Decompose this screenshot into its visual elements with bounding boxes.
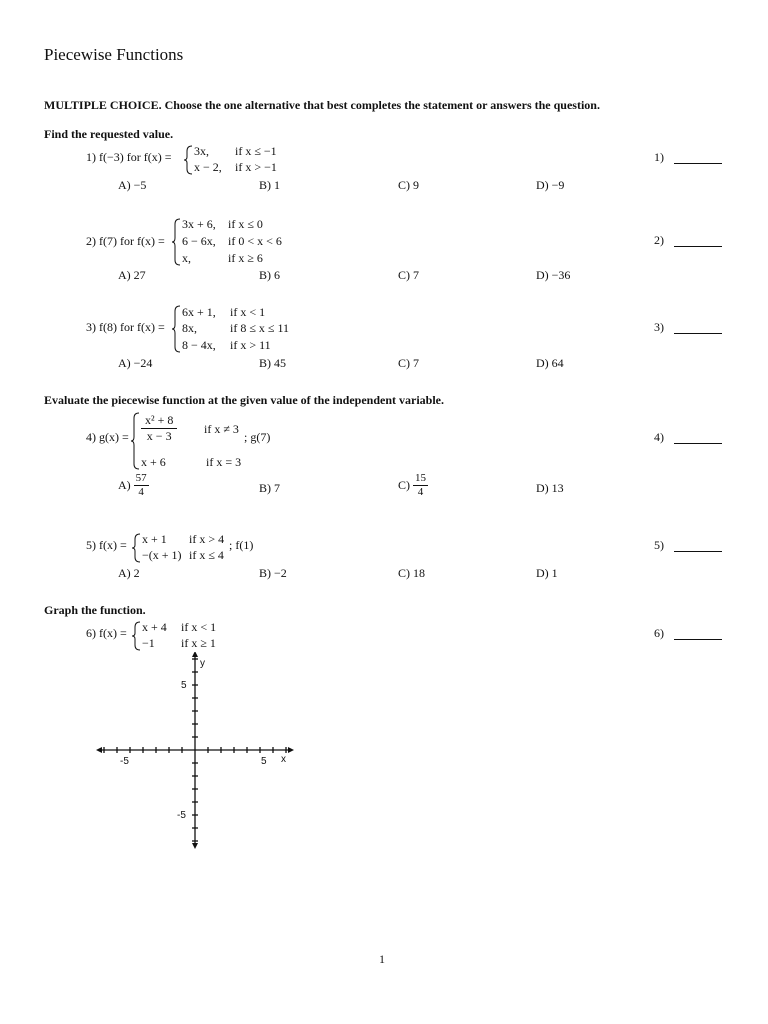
- q4-choice-c-numerator: 15: [415, 472, 426, 484]
- q3-answer-blank[interactable]: [674, 321, 722, 339]
- q5-choice-a[interactable]: A) 2: [118, 566, 140, 580]
- left-brace-icon: [132, 533, 142, 563]
- q2-piece-1-expr: 3x + 6,: [182, 217, 216, 231]
- q4-fraction-numerator: x² + 8: [141, 413, 177, 429]
- y-axis-label: y: [200, 658, 205, 669]
- q4-choice-a-label: A): [118, 478, 131, 492]
- left-brace-icon: [172, 305, 182, 353]
- q4-choice-a[interactable]: [118, 472, 149, 499]
- coordinate-grid[interactable]: [95, 652, 295, 852]
- q6-answer-label: 6): [654, 626, 664, 640]
- q5-tail: ; f(1): [229, 538, 254, 552]
- q1-choice-b[interactable]: B) 1: [259, 178, 280, 192]
- page-number: 1: [379, 952, 385, 966]
- q1-piece-1-cond: if x ≤ −1: [235, 144, 277, 158]
- q4-expr-2: x + 6: [141, 455, 166, 469]
- q4-choice-c-label: C): [398, 478, 410, 492]
- q3-answer-label: 3): [654, 320, 664, 334]
- q3-piece-2-expr: 8x,: [182, 321, 197, 335]
- q4-choice-a-numerator: 57: [135, 472, 147, 484]
- q5-lead: 5) f(x) =: [86, 538, 127, 552]
- q6-answer-blank[interactable]: [674, 627, 722, 645]
- y-tick-label-neg: -5: [177, 810, 186, 821]
- q5-answer-label: 5): [654, 538, 664, 552]
- q6-piece-2-cond: if x ≥ 1: [181, 636, 216, 650]
- q5-answer-blank[interactable]: [674, 539, 722, 557]
- q2-lead: 2) f(7) for f(x) =: [86, 234, 165, 248]
- q1-choice-d[interactable]: D) −9: [536, 178, 565, 192]
- left-brace-icon: [131, 412, 141, 470]
- q3-lead: 3) f(8) for f(x) =: [86, 320, 165, 334]
- q5-piece-2-expr: −(x + 1): [142, 548, 182, 562]
- q2-piece-1-cond: if x ≤ 0: [228, 217, 263, 231]
- y-axis-down-arrow-icon: [192, 843, 198, 849]
- y-tick-label-pos: 5: [181, 680, 187, 691]
- q1-answer-label: 1): [654, 150, 664, 164]
- q2-choice-c[interactable]: C) 7: [398, 268, 419, 282]
- q4-fraction-denominator: x − 3: [146, 429, 172, 443]
- q3-choice-c[interactable]: C) 7: [398, 356, 419, 370]
- q5-choice-d[interactable]: D) 1: [536, 566, 558, 580]
- q3-piece-2-cond: if 8 ≤ x ≤ 11: [230, 321, 290, 335]
- section-heading-evaluate: Evaluate the piecewise function at the given value of the independent variable.: [44, 393, 444, 407]
- q4-choice-d[interactable]: D) 13: [536, 481, 564, 495]
- q3-piece-3-cond: if x > 11: [230, 338, 271, 352]
- section-heading-graph: Graph the function.: [44, 603, 146, 617]
- q4-cond-1: if x ≠ 3: [204, 422, 239, 436]
- q5-choice-b[interactable]: B) −2: [259, 566, 287, 580]
- q5-choice-c[interactable]: C) 18: [398, 566, 425, 580]
- q6-lead: 6) f(x) =: [86, 626, 127, 640]
- q4-answer-blank[interactable]: [674, 431, 722, 449]
- x-axis-label: x: [281, 754, 286, 765]
- q2-piece-3-expr: x,: [182, 251, 191, 265]
- x-tick-label-pos: 5: [261, 756, 267, 767]
- left-brace-icon: [172, 218, 182, 266]
- instructions: MULTIPLE CHOICE. Choose the one alternative that best completes the statement or answers the question.: [44, 98, 600, 112]
- q2-piece-2-expr: 6 − 6x,: [182, 234, 216, 248]
- q2-choice-a[interactable]: A) 27: [118, 268, 146, 282]
- q4-choice-a-denominator: 4: [138, 486, 144, 498]
- x-axis-left-arrow-icon: [96, 747, 102, 753]
- axes-group: [96, 652, 294, 849]
- q3-choice-d[interactable]: D) 64: [536, 356, 564, 370]
- q2-piece-2-cond: if 0 < x < 6: [228, 234, 282, 248]
- q3-piece-1-cond: if x < 1: [230, 305, 266, 319]
- q6-piece-1-cond: if x < 1: [181, 620, 217, 634]
- left-brace-icon: [132, 621, 142, 651]
- q2-answer-label: 2): [654, 233, 664, 247]
- q1-piece-2-expr: x − 2,: [194, 160, 222, 174]
- q5-piece-1-cond: if x > 4: [189, 532, 225, 546]
- q4-choice-c[interactable]: [398, 472, 428, 499]
- q1-piece-2-cond: if x > −1: [235, 160, 277, 174]
- q3-piece-1-expr: 6x + 1,: [182, 305, 216, 319]
- q4-lead: 4) g(x) =: [86, 430, 129, 444]
- q2-answer-blank[interactable]: [674, 234, 722, 252]
- q4-cond-2: if x = 3: [206, 455, 242, 469]
- q5-piece-2-cond: if x ≤ 4: [189, 548, 224, 562]
- q2-choice-b[interactable]: B) 6: [259, 268, 280, 282]
- q1-lead: 1) f(−3) for f(x) =: [86, 150, 172, 164]
- q4-tail: ; g(7): [244, 430, 271, 444]
- section-heading-find: Find the requested value.: [44, 127, 174, 141]
- q1-choice-c[interactable]: C) 9: [398, 178, 419, 192]
- q3-choice-a[interactable]: A) −24: [118, 356, 153, 370]
- q5-piece-1-expr: x + 1: [142, 532, 167, 546]
- q6-piece-1-expr: x + 4: [142, 620, 167, 634]
- q4-fraction: [141, 413, 177, 444]
- page-title: Piecewise Functions: [44, 45, 184, 64]
- x-axis-right-arrow-icon: [288, 747, 294, 753]
- q4-choice-c-denominator: 4: [417, 486, 424, 498]
- x-tick-label-neg: -5: [120, 756, 129, 767]
- q2-piece-3-cond: if x ≥ 6: [228, 251, 263, 265]
- q4-answer-label: 4): [654, 430, 664, 444]
- q1-choice-a[interactable]: A) −5: [118, 178, 147, 192]
- q3-piece-3-expr: 8 − 4x,: [182, 338, 216, 352]
- q3-choice-b[interactable]: B) 45: [259, 356, 286, 370]
- q1-piece-1-expr: 3x,: [194, 144, 209, 158]
- left-brace-icon: [184, 145, 194, 175]
- y-axis-up-arrow-icon: [192, 652, 198, 657]
- q2-choice-d[interactable]: D) −36: [536, 268, 571, 282]
- q1-answer-blank[interactable]: [674, 151, 722, 169]
- q6-piece-2-expr: −1: [142, 636, 155, 650]
- q4-choice-b[interactable]: B) 7: [259, 481, 280, 495]
